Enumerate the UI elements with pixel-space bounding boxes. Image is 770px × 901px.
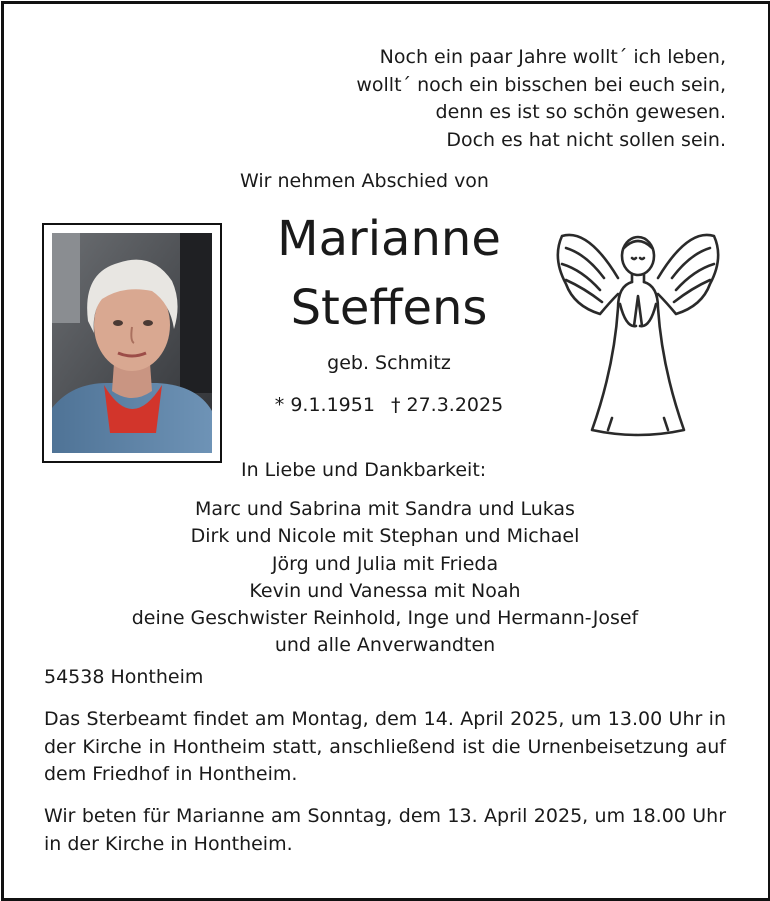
thanks-heading: In Liebe und Dankbarkeit: [241, 459, 487, 481]
family-line: Jörg und Julia mit Frieda [271, 552, 499, 575]
portrait-photo [42, 223, 222, 463]
birth-name: geb. Schmitz [327, 352, 451, 374]
funeral-mass-paragraph: Das Sterbeamt findet am Montag, dem 14. April 2025, um 13.00 Uhr in der Kirche in Hontheim statt, anschließend ist die Urnenbeisetzung auf dem Friedhof in Hontheim. [44, 708, 726, 785]
poem-line: wollt´ noch ein bisschen bei euch sein, [356, 73, 726, 96]
family-line: Marc und Sabrina mit Sandra und Lukas [195, 498, 575, 520]
life-dates [234, 394, 544, 416]
farewell-intro: Wir nehmen Abschied von [240, 170, 489, 192]
deceased-last-name: Steffens [290, 280, 488, 336]
poem-line: Doch es hat nicht sollen sein. [446, 128, 726, 151]
family-line: deine Geschwister Reinhold, Inge und Hermann-Josef [131, 607, 639, 630]
family-line: und alle Anverwandten [274, 634, 496, 657]
deceased-first-name: Marianne [277, 211, 501, 267]
family-line: Dirk und Nicole mit Stephan und Michael [190, 525, 580, 548]
death-date: † 27.3.2025 [390, 394, 504, 416]
poem-line: denn es ist so schön gewesen. [435, 101, 726, 123]
portrait-image [52, 233, 212, 453]
family-line: Kevin und Vanessa mit Noah [249, 579, 521, 602]
poem [356, 44, 726, 154]
poem-line: Noch ein paar Jahre wollt´ ich leben, [379, 46, 726, 68]
place: 54538 Hontheim [44, 666, 204, 688]
family-list [44, 496, 726, 660]
prayer-paragraph: Wir beten für Marianne am Sonntag, dem 13. April 2025, um 18.00 Uhr in der Kirche in Hontheim. [44, 805, 726, 855]
angel-icon [548, 218, 728, 443]
birth-date: * 9.1.1951 [274, 394, 375, 416]
